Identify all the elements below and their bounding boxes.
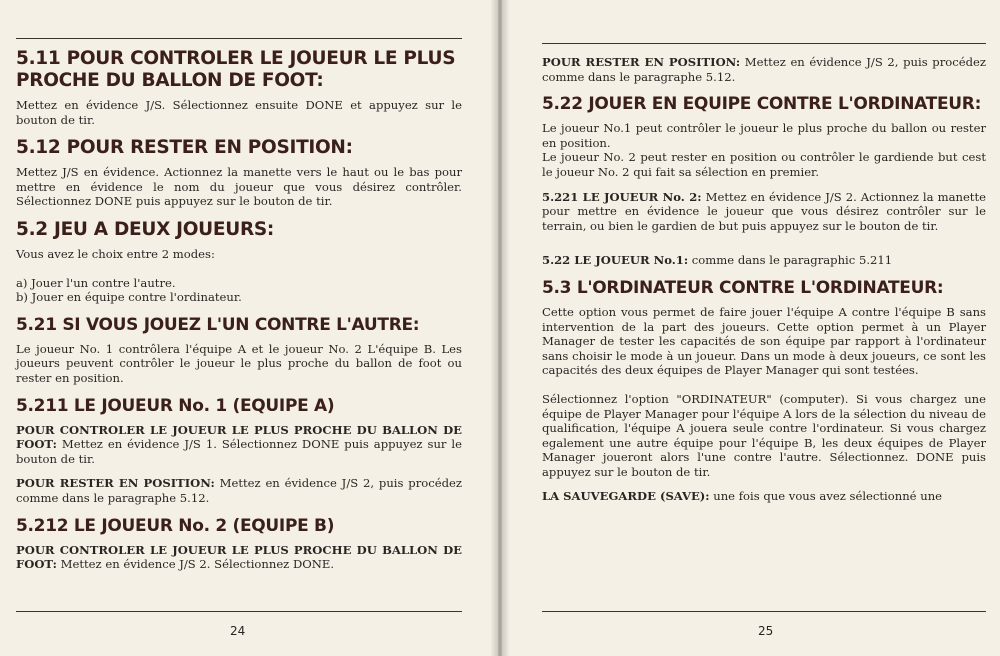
section-5-2-text: Vous avez le choix entre 2 modes: (16, 246, 215, 261)
section-5-211-bold-2: POUR RESTER EN POSITION: (16, 476, 215, 491)
section-5-2-option-a: a) Jouer l'un contre l'autre. (16, 275, 176, 290)
section-5-211-body: Mettez en évidence J/S 1. Sélectionnez DONE puis appuyez sur le bouton de tir. (16, 437, 462, 466)
section-5-3-text-2: Sélectionnez l'option "ORDINATEUR" (computer). Si vous chargez une équipe de Player Manager pour l'équipe A lors de la sélection du niveau de qualification, l'équipe A jouera seule contre l'ordinateur. Si vous chargez egalement une autre équipe pour l'équipe B, les deux équipes de Player Manager joueront alors l'une contre l'autre. Sélectionnez. DONE puis appuyez sur le bouton de tir. (542, 391, 986, 479)
section-5-22-title: 5.22 JOUER EN EQUIPE CONTRE L'ORDINATEUR: (542, 94, 982, 115)
stay-in-position-bold: POUR RESTER EN POSITION: (542, 55, 741, 69)
section-5-2-title: 5.2 JEU A DEUX JOUEURS: (16, 218, 275, 240)
section-5-11-title: 5.11 POUR CONTROLER LE JOUEUR LE PLUS PROCHE DU BALLON DE FOOT: (16, 48, 456, 91)
section-5-221-body: Mettez en évidence J/S 2. Actionnez la manette pour mettre en évidence le joueur que vous désirez contrôler sur le terrain, ou bien le gardien de but puis appuyez sur le bouton de tir. (542, 189, 986, 233)
page-number: 25 (758, 624, 774, 638)
section-5-211-text (16, 423, 462, 467)
bottom-rule (16, 611, 462, 612)
section-5-211-text-2 (16, 476, 462, 505)
stay-in-position-text (542, 55, 986, 84)
section-5-22-player1-text (542, 253, 986, 268)
top-rule (542, 43, 986, 44)
section-5-212-bold: POUR CONTROLER LE JOUEUR LE PLUS PROCHE DU BALLON DE FOOT: (16, 542, 462, 572)
section-5-22-player1-bold: 5.22 LE JOUEUR No.1: (542, 253, 689, 268)
section-5-212-text (16, 543, 462, 572)
section-5-11-text: Mettez en évidence J/S. Sélectionnez ensuite DONE et appuyez sur le bouton de tir. (16, 98, 462, 127)
left-content (16, 48, 462, 572)
section-5-212-body: Mettez en évidence J/S 2. Sélectionnez DONE. (56, 557, 335, 572)
bottom-rule (542, 611, 986, 612)
section-5-211-body-2: Mettez en évidence J/S 2, puis procédez comme dans le paragraphe 5.12. (16, 476, 462, 505)
save-body: une fois que vous avez sélectionné une (709, 489, 943, 504)
section-5-221-bold: 5.221 LE JOUEUR No. 2: (542, 189, 702, 204)
page-number: 24 (230, 624, 246, 638)
section-5-2-option-b: b) Jouer en équipe contre l'ordinateur. (16, 290, 242, 305)
section-5-211-bold: POUR CONTROLER LE JOUEUR LE PLUS PROCHE DU BALLON DE FOOT: (16, 422, 462, 452)
section-5-3-text-1: Cette option vous permet de faire jouer l'équipe A contre l'équipe B sans intervention de la part des joueurs. Cette option permet à un Player Manager de tester les capacités de son équipe par rapport à l'ordinateur sans choisir le mode à un joueur. Dans un mode à deux joueurs, ce sont les capacités des deux équipes de Player Manager qui sont testées. (542, 304, 986, 378)
section-5-12-title: 5.12 POUR RESTER EN POSITION: (16, 137, 353, 159)
right-page (502, 0, 1000, 656)
save-bold: LA SAUVEGARDE (SAVE): (542, 489, 710, 504)
top-rule (16, 38, 462, 39)
section-5-3-title: 5.3 L'ORDINATEUR CONTRE L'ORDINATEUR: (542, 277, 944, 298)
section-5-22-text-2: Le joueur No. 2 peut rester en position ou contrôler le gardiende but cest le joueur No. 2 qui fait sa sélection en premier. (542, 150, 986, 179)
stay-in-position-body: Mettez en évidence J/S 2, puis procédez comme dans le paragraphe 5.12. (542, 55, 986, 84)
right-content (542, 55, 986, 504)
section-5-211-title: 5.211 LE JOUEUR No. 1 (EQUIPE A) (16, 395, 335, 416)
section-5-21-title: 5.21 SI VOUS JOUEZ L'UN CONTRE L'AUTRE: (16, 314, 420, 335)
section-5-221-text (542, 190, 986, 234)
section-5-22-text-1: Le joueur No.1 peut contrôler le joueur le plus proche du ballon ou rester en position. (542, 121, 986, 150)
section-5-212-title: 5.212 LE JOUEUR No. 2 (EQUIPE B) (16, 515, 335, 536)
section-5-21-text: Le joueur No. 1 contrôlera l'équipe A et le joueur No. 2 L'équipe B. Les joueurs peuvent contrôler le joueur le plus proche du ballon de foot ou rester en position. (16, 341, 462, 385)
section-5-12-text: Mettez J/S en évidence. Actionnez la manette vers le haut ou le bas pour mettre en évidence le nom du joueur que vous désirez contrôler. Sélectionnez DONE puis appuyez sur le bouton de tir. (16, 165, 462, 209)
section-5-22-player1-body: comme dans le paragraphic 5.211 (688, 253, 893, 268)
book-gutter (490, 0, 510, 656)
left-page (0, 0, 498, 656)
save-text (542, 489, 986, 504)
